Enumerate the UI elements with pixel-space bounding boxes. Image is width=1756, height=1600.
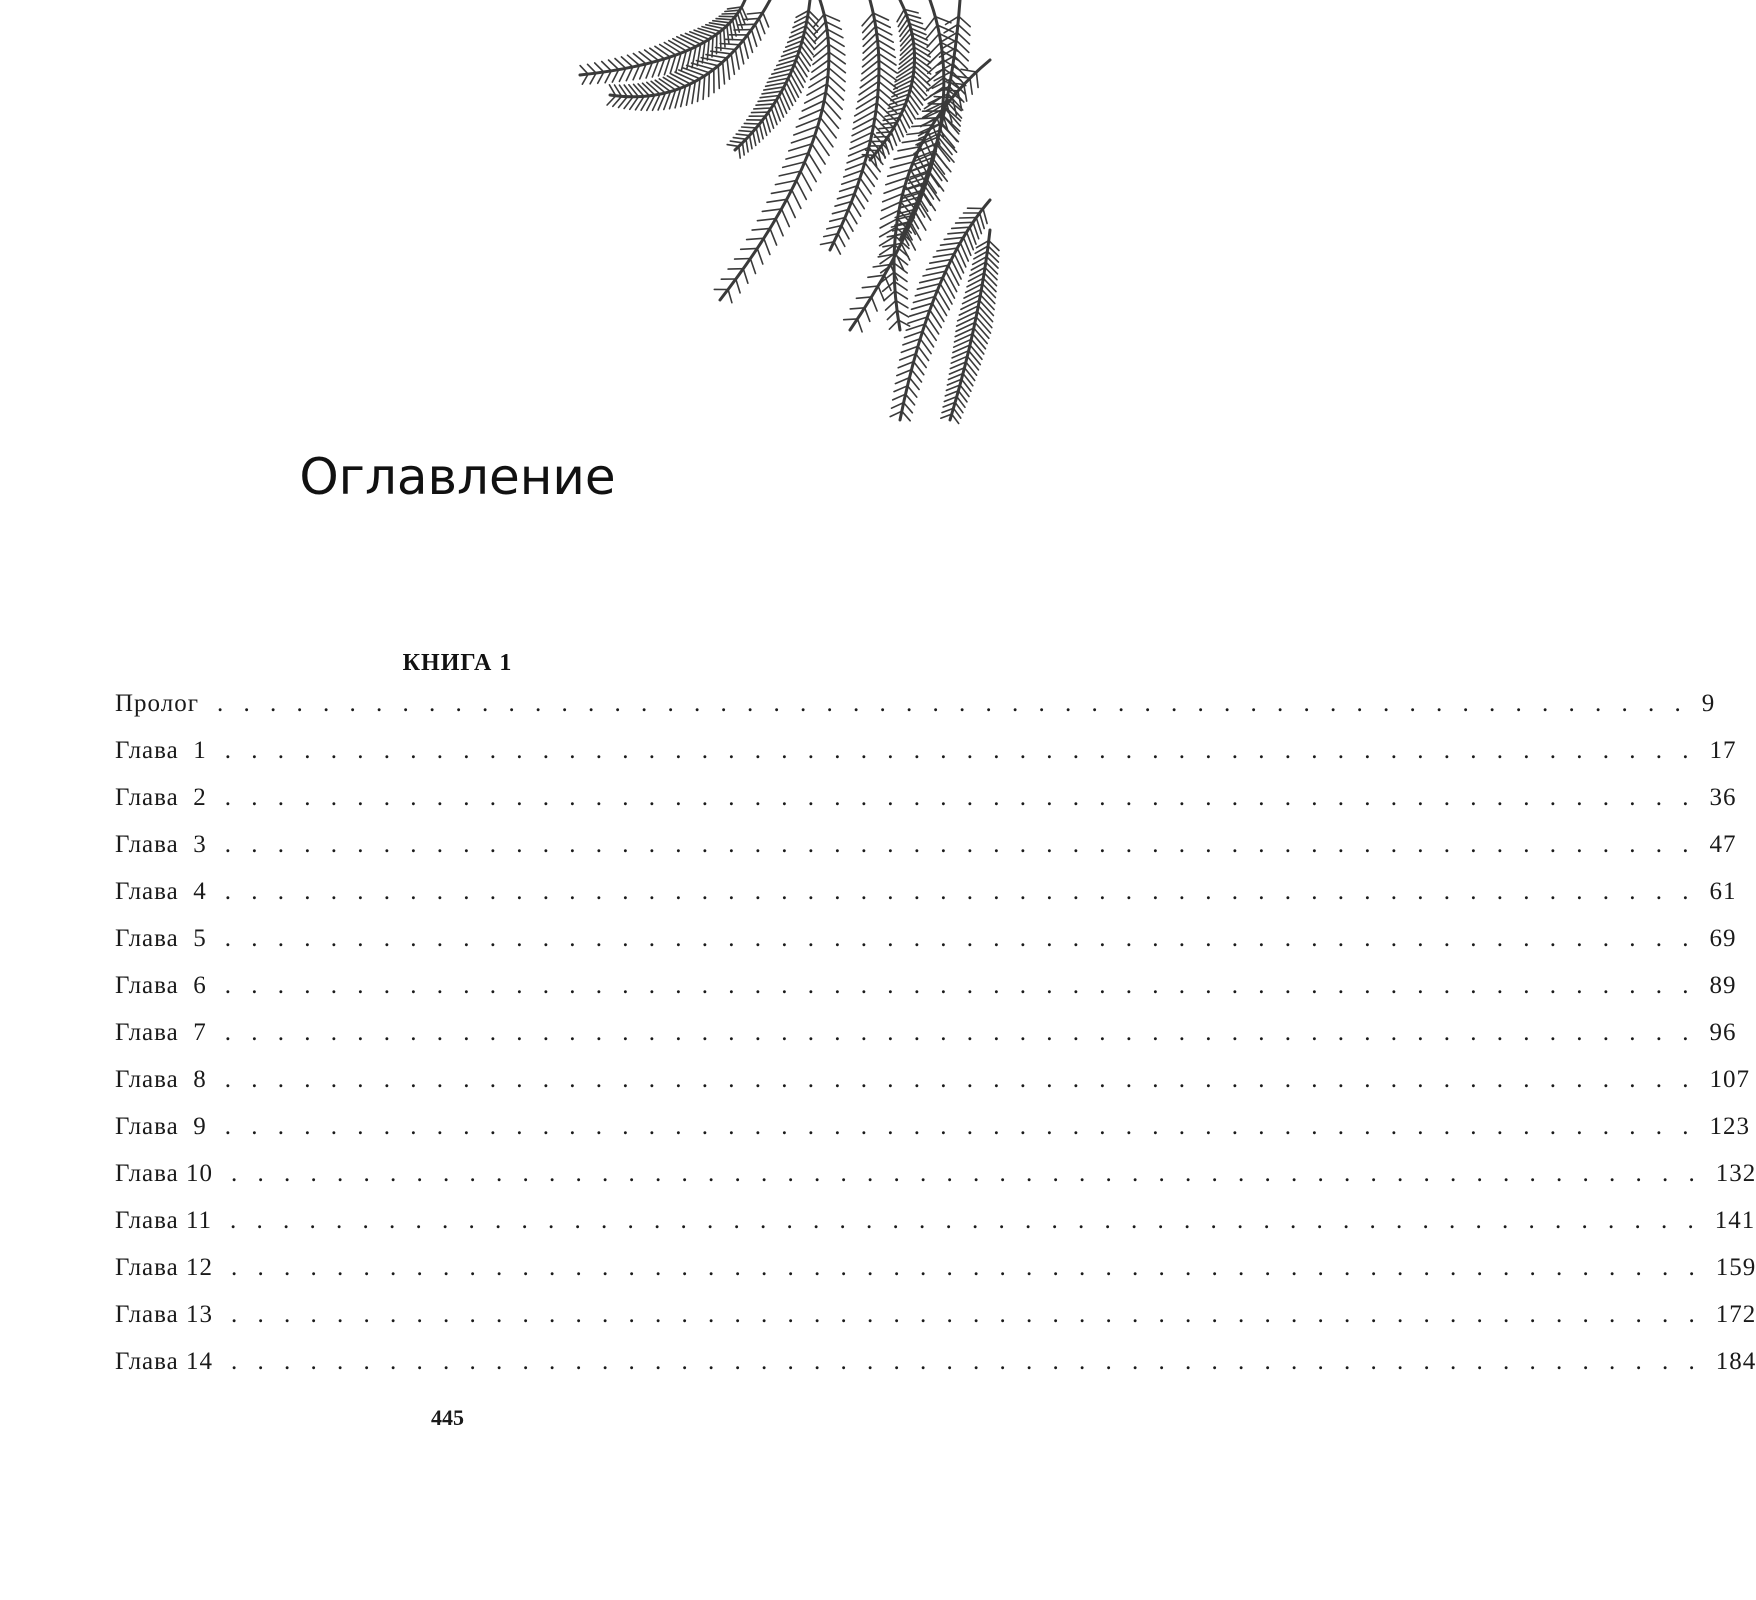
toc-dot-leader: . . . . . . . . . . . . . . . . . . . . . . . . . . . . . . . . . . . . . . . . . . . . . . . . . . . . . . . . — [230, 1207, 1701, 1234]
toc-dot-leader: . . . . . . . . . . . . . . . . . . . . . . . . . . . . . . . . . . . . . . . . . . . . . . . . . . . . . . . . — [230, 1160, 1702, 1187]
toc-entry-chapter-9[interactable] — [115, 1113, 1750, 1160]
toc-entry-chapter-13[interactable] — [115, 1301, 1756, 1348]
toc-entry-chapter-1[interactable] — [115, 737, 1737, 784]
page-title: Оглавление — [299, 448, 616, 506]
toc-dot-leader: . . . . . . . . . . . . . . . . . . . . . . . . . . . . . . . . . . . . . . . . . . . . . . . . . . . . . . . . — [224, 1019, 1696, 1046]
toc-entry-page: 96 — [1709, 1019, 1737, 1046]
toc-entry-chapter-14[interactable] — [115, 1348, 1756, 1395]
toc-entry-label: Глава 14 — [115, 1348, 213, 1375]
toc-entry-label: Глава 13 — [115, 1301, 213, 1328]
toc-dot-leader: . . . . . . . . . . . . . . . . . . . . . . . . . . . . . . . . . . . . . . . . . . . . . . . . . . . . . . . . — [224, 831, 1696, 858]
toc-entry-page: 89 — [1709, 972, 1737, 999]
toc-dot-leader: . . . . . . . . . . . . . . . . . . . . . . . . . . . . . . . . . . . . . . . . . . . . . . . . . . . . . . . . — [230, 1301, 1702, 1328]
toc-entry-label: Глава 12 — [115, 1254, 213, 1281]
toc-dot-leader: . . . . . . . . . . . . . . . . . . . . . . . . . . . . . . . . . . . . . . . . . . . . . . . . . . . . . . . . — [224, 784, 1696, 811]
fern-branches-illustration — [570, 0, 990, 440]
toc-entry-page: 69 — [1709, 925, 1737, 952]
toc-entry-label: Глава 4 — [115, 878, 207, 905]
toc-dot-leader: . . . . . . . . . . . . . . . . . . . . . . . . . . . . . . . . . . . . . . . . . . . . . . . . . . . . . . . . — [230, 1254, 1702, 1281]
toc-dot-leader: . . . . . . . . . . . . . . . . . . . . . . . . . . . . . . . . . . . . . . . . . . . . . . . . . . . . . . . . — [224, 925, 1696, 952]
toc-entry-label: Пролог — [115, 690, 199, 717]
toc-dot-leader: . . . . . . . . . . . . . . . . . . . . . . . . . . . . . . . . . . . . . . . . . . . . . . . . . . . . . . . . — [224, 1113, 1696, 1140]
toc-entry-label: Глава 10 — [115, 1160, 213, 1187]
toc-entry-page: 132 — [1715, 1160, 1756, 1187]
toc-entry-page: 123 — [1709, 1113, 1750, 1140]
book-section-title: КНИГА 1 — [402, 650, 513, 676]
toc-entry-chapter-3[interactable] — [115, 831, 1737, 878]
toc-entry-label: Глава 11 — [115, 1207, 213, 1234]
toc-entry-label: Глава 3 — [115, 831, 207, 858]
toc-entry-chapter-2[interactable] — [115, 784, 1737, 831]
toc-entry-page: 61 — [1709, 878, 1737, 905]
toc-dot-leader: . . . . . . . . . . . . . . . . . . . . . . . . . . . . . . . . . . . . . . . . . . . . . . . . . . . . . . . . — [216, 690, 1688, 717]
toc-entry-page: 184 — [1715, 1348, 1756, 1375]
toc-entry-chapter-10[interactable] — [115, 1160, 1756, 1207]
toc-entry-label: Глава 7 — [115, 1019, 207, 1046]
toc-dot-leader: . . . . . . . . . . . . . . . . . . . . . . . . . . . . . . . . . . . . . . . . . . . . . . . . . . . . . . . . — [224, 737, 1696, 764]
toc-entry-prologue[interactable] — [115, 690, 1716, 737]
toc-entry-page: 159 — [1715, 1254, 1756, 1281]
toc-entry-chapter-5[interactable] — [115, 925, 1737, 972]
toc-entry-label: Глава 9 — [115, 1113, 207, 1140]
toc-dot-leader: . . . . . . . . . . . . . . . . . . . . . . . . . . . . . . . . . . . . . . . . . . . . . . . . . . . . . . . . — [224, 972, 1696, 999]
toc-entry-label: Глава 8 — [115, 1066, 207, 1093]
toc-entry-chapter-7[interactable] — [115, 1019, 1737, 1066]
toc-entry-page: 141 — [1714, 1207, 1756, 1234]
toc-entry-page: 47 — [1709, 831, 1737, 858]
toc-entry-page: 17 — [1709, 737, 1737, 764]
toc-dot-leader: . . . . . . . . . . . . . . . . . . . . . . . . . . . . . . . . . . . . . . . . . . . . . . . . . . . . . . . . — [230, 1348, 1702, 1375]
toc-entry-chapter-11[interactable] — [115, 1207, 1756, 1254]
table-of-contents — [115, 690, 1756, 1395]
toc-entry-page: 107 — [1709, 1066, 1750, 1093]
toc-entry-chapter-12[interactable] — [115, 1254, 1756, 1301]
toc-dot-leader: . . . . . . . . . . . . . . . . . . . . . . . . . . . . . . . . . . . . . . . . . . . . . . . . . . . . . . . . — [224, 878, 1696, 905]
toc-entry-page: 36 — [1709, 784, 1737, 811]
toc-entry-page: 9 — [1701, 690, 1716, 717]
toc-entry-label: Глава 1 — [115, 737, 207, 764]
toc-entry-chapter-6[interactable] — [115, 972, 1737, 1019]
toc-entry-label: Глава 2 — [115, 784, 207, 811]
toc-entry-chapter-4[interactable] — [115, 878, 1737, 925]
toc-entry-label: Глава 6 — [115, 972, 207, 999]
toc-entry-page: 172 — [1715, 1301, 1756, 1328]
page-number: 445 — [431, 1405, 464, 1430]
toc-entry-chapter-8[interactable] — [115, 1066, 1750, 1113]
toc-dot-leader: . . . . . . . . . . . . . . . . . . . . . . . . . . . . . . . . . . . . . . . . . . . . . . . . . . . . . . . . — [224, 1066, 1696, 1093]
toc-entry-label: Глава 5 — [115, 925, 207, 952]
